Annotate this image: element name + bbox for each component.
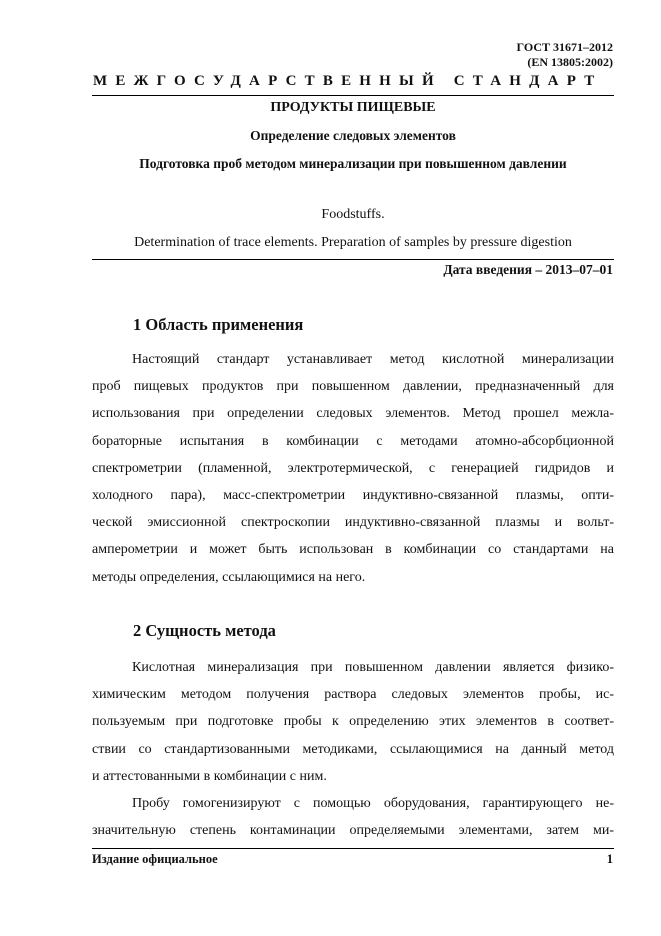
text-line: амперометрии и может быть использован в комбинации со стандартами на (92, 542, 614, 558)
section-2-paragraph (92, 654, 614, 844)
text-line: ствии со стандартизованными методиками, ссылающимися на данный метод (92, 741, 614, 757)
introduction-date: Дата введения – 2013–07–01 (443, 262, 613, 277)
text-line: холодного пара), масс-спектрометрии индуктивно-связанной плазмы, опти- (92, 487, 614, 503)
edition-label: Издание официальное (92, 852, 218, 866)
text-line: Настоящий стандарт устанавливает метод кислотной минерализации (132, 352, 614, 367)
text-line: значительную степень контаминации определяемыми элементами, затем ми- (92, 823, 614, 839)
document-subtitle: Определение следовых элементов (250, 128, 456, 143)
text-line: методы определения, ссылающимися на него. (92, 569, 366, 585)
footer-rule (92, 848, 614, 849)
section-1-heading: 1 Область применения (133, 315, 304, 334)
title-rule (92, 259, 614, 260)
english-subtitle: Determination of trace elements. Preparation of samples by pressure digestion (134, 235, 572, 250)
document-title: ПРОДУКТЫ ПИЩЕВЫЕ (270, 100, 436, 115)
top-rule (92, 95, 614, 96)
text-line: ческой эмиссионной спектроскопии индуктивно-связанной плазмы и вольт- (92, 515, 614, 531)
english-title: Foodstuffs. (321, 207, 385, 222)
text-line: пользуемым при подготовке пробы к определению этих элементов в соответ- (92, 714, 614, 730)
text-line: бораторные испытания в комбинации с методами атомно-абсорбционной (92, 433, 614, 449)
text-line: Кислотная минерализация при повышенном давлении является физико- (132, 660, 614, 675)
page-number: 1 (606, 852, 613, 866)
standard-code-en: (EN 13805:2002) (527, 55, 613, 69)
text-line: химическим методом получения раствора следовых элементов пробы, ис- (92, 687, 614, 703)
standard-code: ГОСТ 31671–2012 (516, 40, 613, 54)
section-1-paragraph (92, 346, 614, 591)
text-line: проб пищевых продуктов при повышенном давлении, предназначенный для (92, 379, 614, 395)
text-line: использования при определении следовых элементов. Метод прошел межла- (92, 406, 614, 422)
document-subtitle-2: Подготовка проб методом минерализации при повышенном давлении (139, 156, 567, 171)
text-line: спектрометрии (пламенной, электротермической, с генерацией гидридов и (92, 460, 614, 476)
standard-banner: МЕЖГОСУДАРСТВЕННЫЙ СТАНДАРТ (93, 73, 603, 89)
text-line: и аттестованными в комбинации с ним. (92, 768, 327, 784)
section-2-heading: 2 Сущность метода (133, 621, 276, 640)
text-line: Пробу гомогенизируют с помощью оборудования, гарантирующего не- (132, 795, 614, 811)
